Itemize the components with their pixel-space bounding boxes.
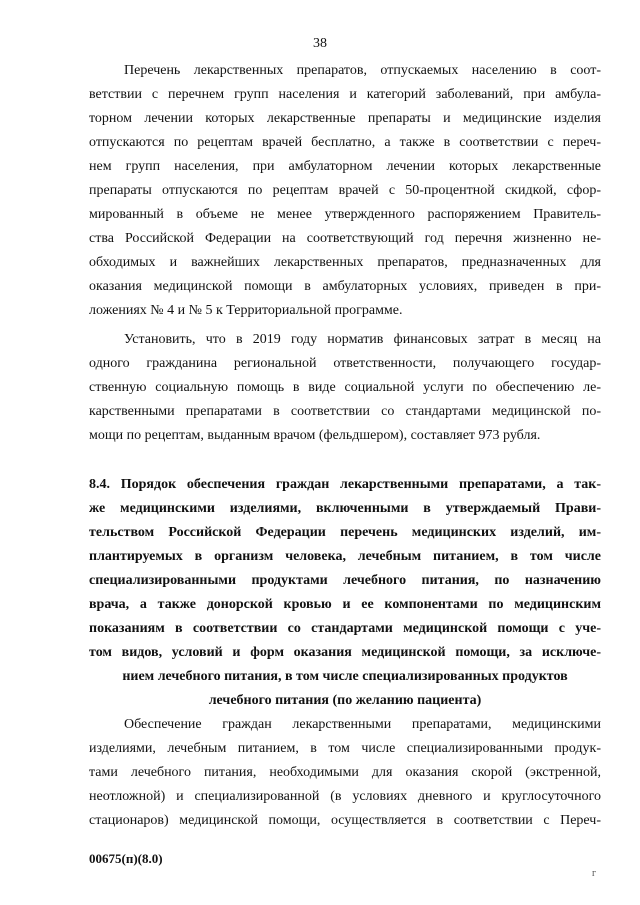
text-line: оказания медицинской помощи в амбулаторных условиях, приведен в при- xyxy=(89,279,601,294)
text-line: Установить, что в 2019 году норматив финансовых затрат в месяц на xyxy=(124,332,601,347)
heading-line: специализированными продуктами лечебного питания, по назначению xyxy=(89,573,601,588)
heading-line: лечебного питания (по желанию пациента) xyxy=(208,693,482,708)
text-line: неотложной) и специализированной (в условиях дневного и круглосуточного xyxy=(89,789,601,804)
text-line: торном лечении которых лекарственные препараты и медицинские изделия xyxy=(89,111,601,126)
heading-line: врача, а также донорской кровью и ее компонентами по медицинским xyxy=(89,597,601,612)
heading-line: же медицинскими изделиями, включенными в утверждаемый Прави- xyxy=(89,501,601,516)
text-line: мощи по рецептам, выданным врачом (фельдшером), составляет 973 рубля. xyxy=(89,428,541,443)
text-line: Обеспечение граждан лекарственными препаратами, медицинскими xyxy=(124,717,601,732)
text-line: отпускаются по рецептам врачей бесплатно, а также в соответствии с переч- xyxy=(89,135,601,150)
text-line: препараты отпускаются по рецептам врачей с 50-процентной скидкой, сфор- xyxy=(89,183,601,198)
text-line: ства Российской Федерации на соответствующий год перечня жизненно не- xyxy=(89,231,601,246)
text-line: Перечень лекарственных препаратов, отпускаемых населению в соот- xyxy=(124,63,601,78)
heading-line: нием лечебного питания, в том числе специализированных продуктов xyxy=(122,669,568,684)
text-line: карственными препаратами в соответствии со стандартами медицинской по- xyxy=(89,404,601,419)
text-line: тами лечебного питания, необходимыми для оказания скорой (экстренной, xyxy=(89,765,601,780)
text-line: ложениях № 4 и № 5 к Территориальной программе. xyxy=(89,303,403,318)
text-line: ветствии с перечнем групп населения и категорий заболеваний, при амбула- xyxy=(89,87,601,102)
document-code: 00675(п)(8.0) xyxy=(89,851,163,866)
heading-line: тельством Российской Федерации перечень медицинских изделий, им- xyxy=(89,525,601,540)
text-line: изделиями, лечебным питанием, в том числе специализированными продук- xyxy=(89,741,601,756)
text-line: мированный в объеме не менее утвержденного распоряжением Правитель- xyxy=(89,207,601,222)
footer-mark: г xyxy=(592,868,597,879)
text-line: нем групп населения, при амбулаторном лечении которых лекарственные xyxy=(89,159,601,174)
text-line: ственную социальную помощь в виде социальной услуги по обеспечению ле- xyxy=(89,380,601,395)
text-line: одного гражданина региональной ответственности, получающего государ- xyxy=(89,356,601,371)
heading-line: 8.4. Порядок обеспечения граждан лекарственными препаратами, а так- xyxy=(89,477,601,492)
heading-line: показаниям в соответствии со стандартами медицинской помощи с уче- xyxy=(89,621,601,636)
text-line: обходимых и важнейших лекарственных препаратов, предназначенных для xyxy=(89,255,601,270)
page-number: 38 xyxy=(313,36,327,51)
heading-line: плантируемых в организм человека, лечебным питанием, в том числе xyxy=(89,549,601,564)
text-line: стационаров) медицинской помощи, осуществляется в соответствии с Переч- xyxy=(89,813,601,828)
heading-line: том видов, условий и форм оказания медицинской помощи, за исключе- xyxy=(89,645,601,660)
